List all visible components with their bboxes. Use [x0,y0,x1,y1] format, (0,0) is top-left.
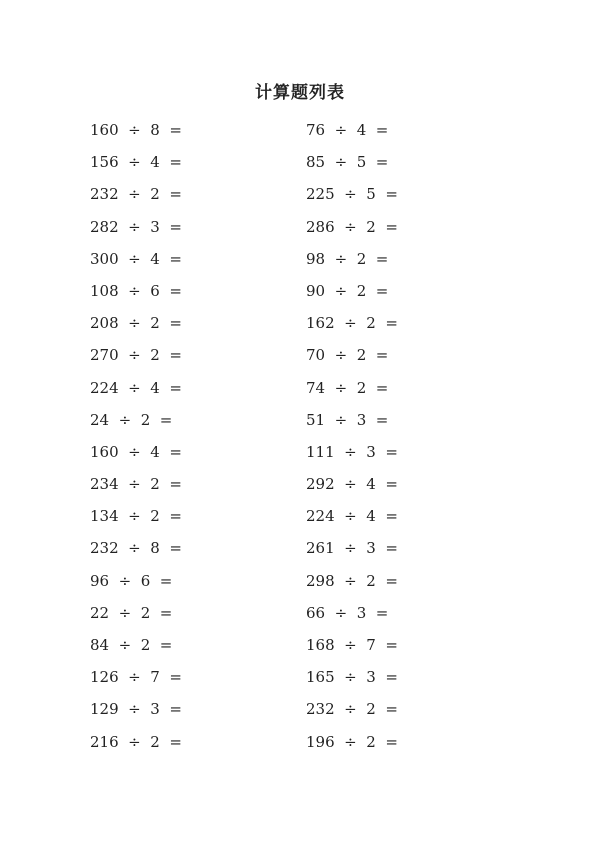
problem-item: 225 ÷ 5 = [306,185,398,204]
page-title: 计算题列表 [255,83,345,103]
problem-item: 270 ÷ 2 = [90,346,182,365]
problem-item: 160 ÷ 4 = [90,442,182,461]
problem-item: 292 ÷ 4 = [306,475,398,494]
problem-item: 74 ÷ 2 = [306,378,389,397]
problem-item: 134 ÷ 2 = [90,507,182,526]
problem-item: 224 ÷ 4 = [90,378,182,397]
problem-column-left [90,120,182,764]
problem-item: 232 ÷ 8 = [90,539,182,558]
problem-item: 156 ÷ 4 = [90,153,182,172]
problem-item: 126 ÷ 7 = [90,668,182,687]
problem-item: 70 ÷ 2 = [306,346,389,365]
problem-item: 300 ÷ 4 = [90,249,182,268]
problem-item: 232 ÷ 2 = [306,700,398,719]
problem-item: 208 ÷ 2 = [90,314,182,333]
problem-item: 298 ÷ 2 = [306,571,398,590]
problem-item: 98 ÷ 2 = [306,249,389,268]
problem-item: 66 ÷ 3 = [306,603,389,622]
problem-item: 108 ÷ 6 = [90,281,182,300]
problem-column-right [306,120,398,764]
problem-item: 160 ÷ 8 = [90,121,182,139]
problem-item: 85 ÷ 5 = [306,153,389,172]
problem-item: 196 ÷ 2 = [306,732,398,751]
problem-item: 90 ÷ 2 = [306,281,389,300]
problem-item: 224 ÷ 4 = [306,507,398,526]
problem-item: 111 ÷ 3 = [306,442,398,461]
problem-item: 76 ÷ 4 = [306,121,389,139]
problem-item: 261 ÷ 3 = [306,539,398,558]
problem-item: 24 ÷ 2 = [90,410,173,429]
problem-item: 216 ÷ 2 = [90,732,182,751]
problem-item: 22 ÷ 2 = [90,603,173,622]
problem-item: 234 ÷ 2 = [90,475,182,494]
problem-item: 286 ÷ 2 = [306,217,398,236]
problem-item: 96 ÷ 6 = [90,571,173,590]
problem-item: 129 ÷ 3 = [90,700,182,719]
problem-item: 232 ÷ 2 = [90,185,182,204]
problem-item: 51 ÷ 3 = [306,410,389,429]
problem-item: 84 ÷ 2 = [90,636,173,654]
problem-item: 165 ÷ 3 = [306,668,398,687]
problem-item: 162 ÷ 2 = [306,314,398,333]
problem-item: 282 ÷ 3 = [90,217,182,236]
problem-item: 168 ÷ 7 = [306,636,398,654]
